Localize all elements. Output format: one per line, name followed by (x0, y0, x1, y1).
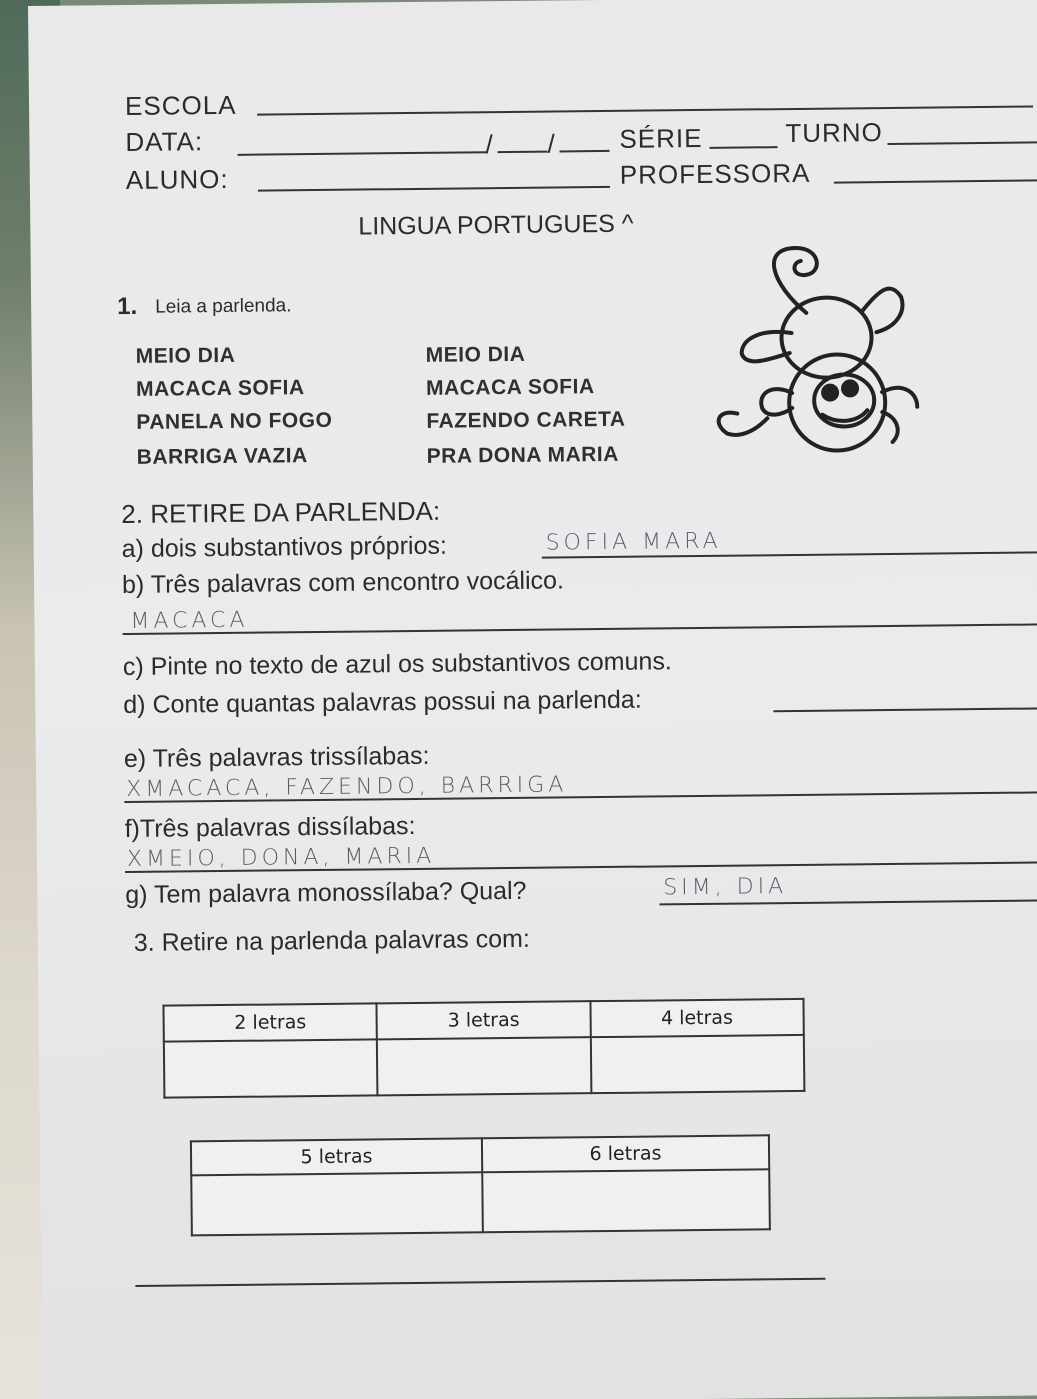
table-answer-cell[interactable] (191, 1172, 483, 1235)
date-slash-2: / (547, 128, 556, 159)
page-title: LINGUA PORTUGUES ^ (358, 209, 634, 241)
turno-label: TURNO (785, 117, 883, 149)
question-2g: g) Tem palavra monossílaba? Qual? (125, 876, 527, 910)
worksheet-page (28, 0, 1037, 1399)
question-2c: c) Pinte no texto de azul os substantivos comuns. (122, 647, 672, 682)
question-2-heading: 2. RETIRE DA PARLENDA: (121, 495, 441, 530)
table-header-cell: 5 letras (191, 1138, 482, 1175)
table-answer-cell[interactable] (590, 1035, 804, 1093)
table-header-cell: 3 letras (377, 1001, 591, 1039)
question-2d: d) Conte quantas palavras possui na parlenda: (123, 685, 642, 720)
data-label: DATA: (125, 126, 204, 157)
table-answer-cell[interactable] (377, 1037, 591, 1095)
question-1-number: 1. (117, 292, 138, 321)
question-2e: e) Três palavras trissílabas: (123, 741, 430, 774)
bottom-line (135, 1278, 825, 1287)
aluno-label: ALUNO: (125, 163, 229, 195)
poem-line: FAZENDO CARETA (426, 407, 626, 433)
answer-line-2g (659, 899, 1037, 905)
poem-line: PANELA NO FOGO (136, 408, 333, 434)
turno-line (887, 141, 1037, 145)
poem-line: MEIO DIA (425, 342, 526, 367)
year-line (560, 150, 610, 153)
escola-line (257, 105, 1033, 115)
table-answer-cell[interactable] (482, 1169, 770, 1232)
table-header-cell: 2 letras (163, 1003, 377, 1041)
monkey-illustration (711, 241, 943, 463)
handwritten-answer-2g: SIM, DIA (663, 874, 788, 901)
handwritten-answer-2e: XMACACA, FAZENDO, BARRIGA (126, 772, 568, 803)
handwritten-answer-2b: MACACA (130, 607, 249, 634)
handwritten-answer-2a: SOFIA MARA (545, 528, 722, 556)
poem-line: PRA DONA MARIA (426, 442, 619, 468)
letters-table-2 (190, 1134, 771, 1236)
poem-line: MEIO DIA (135, 343, 236, 368)
data-line (238, 151, 488, 156)
poem-line: MACACA SOFIA (135, 376, 305, 401)
question-3-heading: 3. Retire na parlenda palavras com: (133, 924, 530, 957)
table-header-cell: 4 letras (590, 999, 804, 1037)
question-2b: b) Três palavras com encontro vocálico. (121, 566, 565, 600)
serie-label: SÉRIE (619, 122, 703, 154)
question-1-instruction: Leia a parlenda. (155, 295, 292, 318)
table-answer-cell[interactable] (164, 1039, 378, 1097)
professora-line (834, 179, 1037, 183)
letters-table-1 (162, 998, 805, 1099)
poem-line: MACACA SOFIA (425, 375, 595, 400)
poem-line: BARRIGA VAZIA (136, 444, 308, 469)
question-2a: a) dois substantivos próprios: (121, 531, 447, 564)
serie-line (710, 146, 778, 149)
table-header-cell: 6 letras (482, 1135, 769, 1172)
question-2f: f)Três palavras dissílabas: (124, 811, 416, 844)
month-line (498, 151, 548, 154)
answer-line-2b (123, 623, 1037, 635)
professora-label: PROFESSORA (619, 157, 811, 190)
escola-label: ESCOLA (124, 89, 237, 121)
date-slash-1: / (485, 129, 494, 160)
handwritten-answer-2f: XMEIO, DONA, MARIA (126, 843, 436, 873)
aluno-line (258, 186, 610, 192)
answer-line-2d (773, 707, 1037, 712)
